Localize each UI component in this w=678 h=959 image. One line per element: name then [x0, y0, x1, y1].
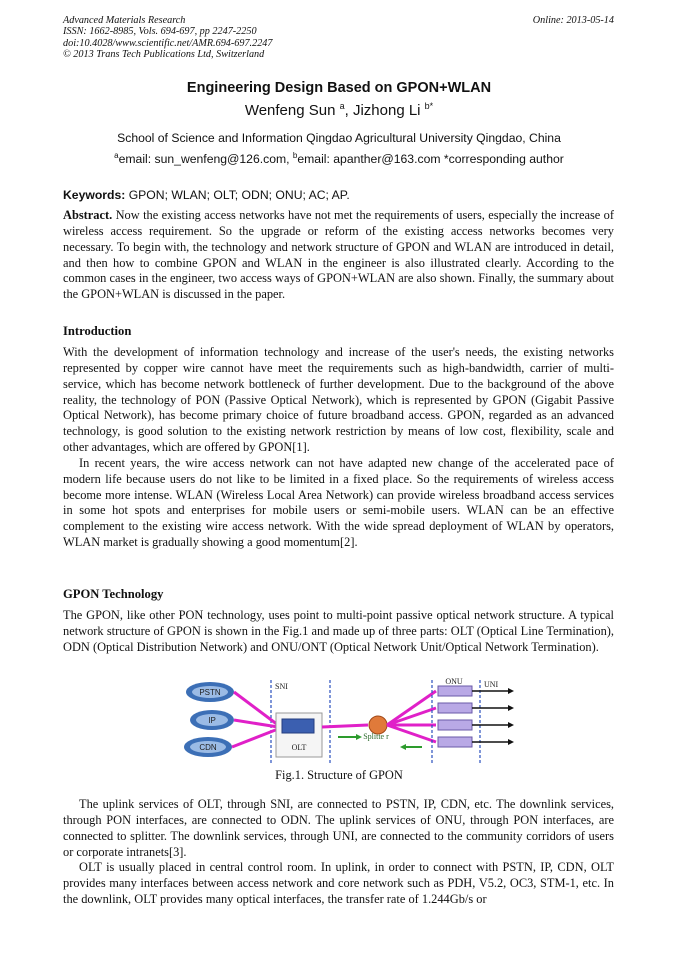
uni-label: UNI — [484, 680, 499, 689]
copyright: © 2013 Trans Tech Publications Ltd, Switzerland — [63, 48, 265, 60]
intro-body — [63, 345, 614, 551]
intro-para-2: In recent years, the wire access network can not have adapted new change of the accelerated pace of modern life because users do not like to be limited in a fixed place. So the requirements of wireless access become more intense. WLAN (Wireless Local Area Network) can provide wireless broadband access services in some hot spots and enterprises for mobile users or semi-mobile users. WLAN can be an effective complement to the existing wire access network. With the wide spread deployment of WLAN by operators, WLAN market is gradually showing a good momentum[2]. — [63, 455, 614, 550]
online-date: Online: 2013-05-14 — [532, 15, 614, 26]
olt-label: OLT — [291, 743, 307, 752]
intro-para-1: With the development of information technology and increase of the user's needs, the existing networks represented by copper wire cannot have meet the requirements such as high-bandwidth, carrier of multi-service, which has become network bottleneck of further development. Due to the background of the above reality, the technology of PON (Passive Optical Network), which is represented by GPON (Gigabit Passive Optical Network), has become primary choice of future broadband access. GPON, regarded as an advanced technology, is good solution to the existing network restriction by means of low cost, flexibility, scale and other advantages, which are offered by GPON[1]. — [63, 345, 614, 455]
issn: ISSN: 1662-8985, Vols. 694-697, pp 2247-2250 — [63, 26, 257, 38]
gpon-heading: GPON Technology — [63, 587, 164, 601]
author-2-sup: b* — [424, 101, 434, 111]
keywords — [63, 188, 350, 202]
author-1: Wenfeng Sun — [244, 102, 340, 119]
author-sep: , Jizhong Li — [344, 102, 425, 119]
email-b: email: apanther@163.com *corresponding author — [297, 152, 564, 167]
author-1-sup: a — [339, 101, 345, 111]
doi: doi:10.4028/www.scientific.net/AMR.694-697.2247 — [63, 37, 273, 49]
gpon-body-2 — [63, 797, 614, 908]
email-a: email: sun_wenfeng@126.com, — [118, 152, 293, 167]
abstract-label: Abstract. — [63, 208, 113, 222]
onu-device-3 — [438, 720, 472, 730]
email-b-sup: b — [292, 151, 298, 160]
onu-device-1 — [438, 686, 472, 696]
email-a-sup: a — [114, 151, 119, 160]
journal-name: Advanced Materials Research — [63, 15, 186, 26]
abstract — [63, 208, 614, 303]
cloud-label-ip: IP — [208, 716, 216, 725]
onu-device-4 — [438, 737, 472, 747]
cloud-pstn — [186, 682, 234, 702]
abstract-text: Now the existing access networks have not met the requirements of users, especially the increase of wireless access requirement. So the upgrade or reform of the existing access networks becomes very necessary. To begin with, the technology and network structure of GPON and WLAN are introduced in detail, and then how to combine GPON and WLAN in the engineer is also illustrated clearly. According to the common cases in the engineer, two access ways of GPON+WLAN are also shown. Finally, the summary about the GPON+WLAN is discussed in the paper. — [63, 208, 614, 302]
keywords-label: Keywords: — [63, 188, 126, 202]
onu-label: ONU — [445, 677, 463, 686]
affiliation: School of Science and Information Qingdao Agricultural University Qingdao, China — [117, 131, 561, 145]
cloud-label-pstn: PSTN — [199, 688, 221, 697]
intro-heading: Introduction — [63, 324, 132, 338]
emails — [0, 151, 678, 166]
authors — [0, 101, 678, 119]
gpon-para-2: The uplink services of OLT, through SNI, are connected to PSTN, IP, CDN, etc. The downlink services, through PON interfaces, are connected to ODN. The uplink services of ONU, through PON interfaces, are connected to splitter. The downlink services, through UNI, are connected to the community corridors of users or corporate intranets[3]. — [63, 797, 614, 859]
splitter-label: Splitte r — [363, 732, 389, 741]
paper-title: Engineering Design Based on GPON+WLAN — [186, 80, 492, 96]
cloud-label-cdn: CDN — [199, 743, 217, 752]
gpon-para-3: OLT is usually placed in central control room. In uplink, in order to connect with PSTN, IP, CDN, OLT provides many interfaces between access network and core network such as PDH, V5.2, OC3, STM-1, etc. In the downlink, OLT provides many optical interfaces, the transfer rate of 1.244Gb/s or — [63, 860, 614, 907]
journal-header — [63, 15, 272, 60]
onu-device-2 — [438, 703, 472, 713]
gpon-para-1: The GPON, like other PON technology, uses point to multi-point passive optical network structure. A typical network structure of GPON is shown in the Fig.1 and made up of three parts: OLT (Optical Line Termination), ODN (Optical Distribution Network) and ONU/ONT (Optical Network Unit/Optical Network Termination). — [63, 608, 614, 654]
sni-label: SNI — [275, 682, 288, 691]
cloud-cdn — [184, 737, 232, 757]
keywords-text: GPON; WLAN; OLT; ODN; ONU; AC; AP. — [125, 188, 350, 202]
uni-arrows — [472, 691, 508, 742]
figure-caption: Fig.1. Structure of GPON — [275, 768, 403, 782]
cloud-ip — [190, 710, 234, 730]
gpon-structure-figure — [178, 675, 518, 765]
